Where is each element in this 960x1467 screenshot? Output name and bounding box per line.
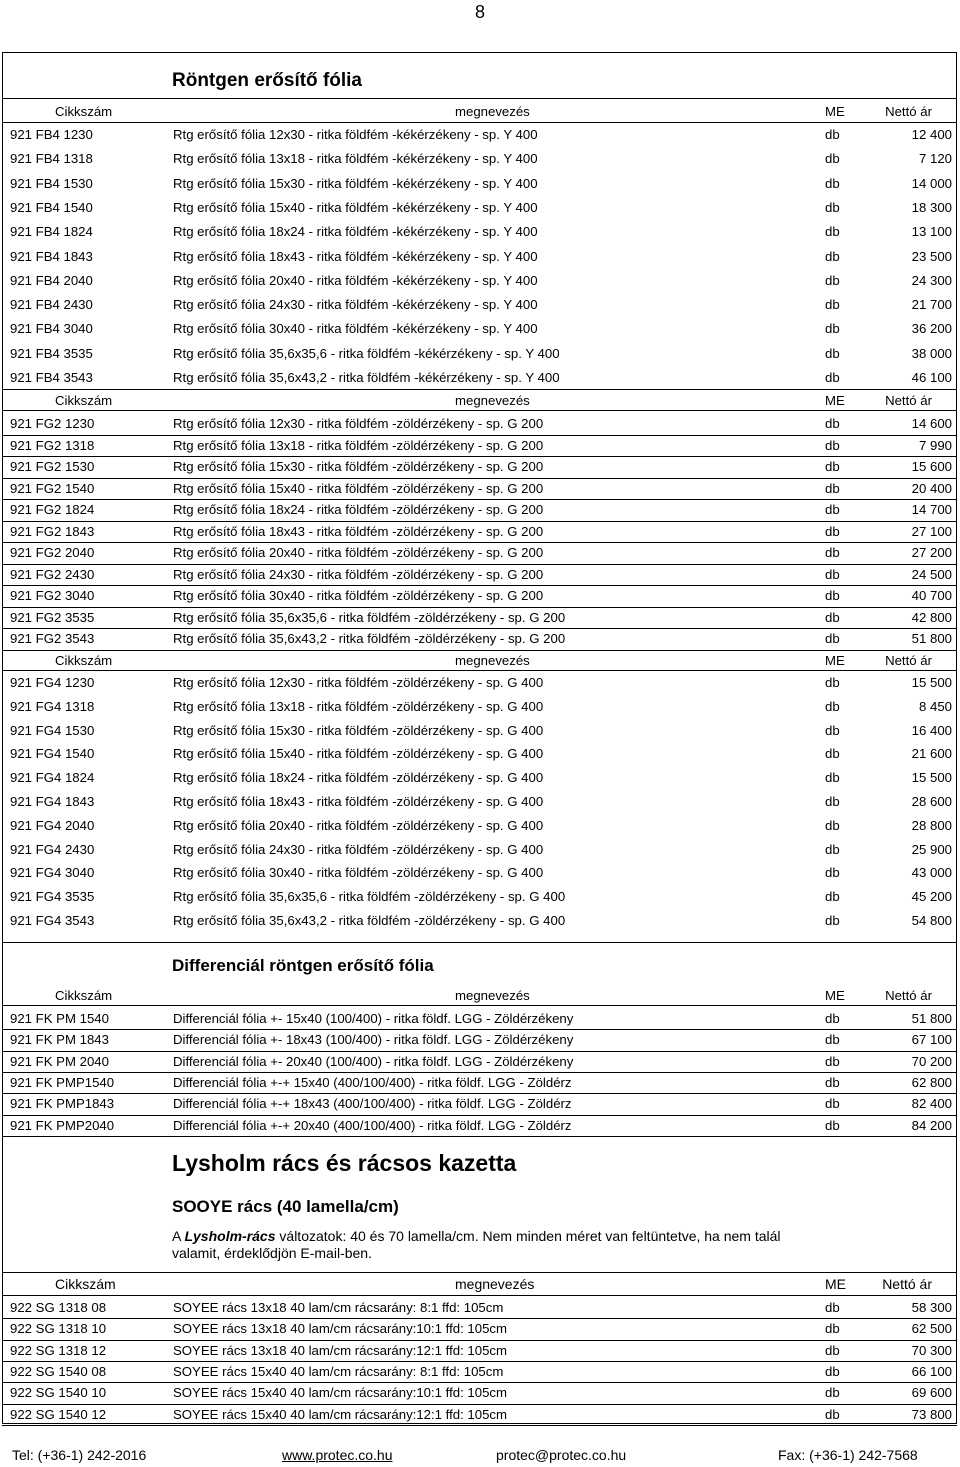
item-name: Rtg erősítő fólia 24x30 - ritka földfém -zöldérzékeny - sp. G 200	[173, 566, 544, 582]
item-price: 27 100	[911, 523, 952, 539]
item-code: 921 FG2 1843	[10, 523, 95, 539]
item-price: 62 800	[911, 1074, 952, 1090]
item-price: 38 000	[911, 345, 952, 361]
item-name: Differenciál fólia +- 15x40 (100/400) - ritka földf. LGG - Zöldérzékeny	[173, 1011, 574, 1026]
item-name: Rtg erősítő fólia 35,6x43,2 - ritka földfém -zöldérzékeny - sp. G 400	[173, 913, 566, 928]
item-unit: db	[825, 523, 840, 539]
item-name: SOYEE rács 13x18 40 lam/cm rácsarány:12:1 ffd: 105cm	[173, 1342, 507, 1358]
item-price: 24 500	[911, 566, 952, 582]
item-name: Rtg erősítő fólia 18x24 - ritka földfém -zöldérzékeny - sp. G 200	[173, 502, 544, 517]
item-price: 21 700	[911, 297, 952, 313]
item-unit: db	[825, 609, 840, 625]
section-title: Lysholm rács és rácsos kazetta	[172, 1150, 517, 1176]
item-unit: db	[825, 1011, 840, 1026]
item-price: 66 100	[911, 1363, 952, 1379]
item-price: 28 800	[911, 817, 952, 833]
subsection-title: SOOYE rács (40 lamella/cm)	[172, 1197, 399, 1216]
item-name: Rtg erősítő fólia 12x30 - ritka földfém -zöldérzékeny - sp. G 400	[173, 675, 544, 690]
item-price: 14 600	[911, 416, 952, 431]
item-price: 43 000	[911, 865, 952, 881]
item-price: 42 800	[911, 609, 952, 625]
item-code: 921 FB4 3040	[10, 321, 93, 337]
item-code: 921 FB4 2430	[10, 297, 93, 313]
item-name: Differenciál fólia +-+ 18x43 (400/100/400) - ritka földf. LGG - Zöldérz	[173, 1096, 572, 1112]
row-rule	[2, 1029, 957, 1030]
row-rule	[2, 1361, 957, 1362]
item-name: Rtg erősítő fólia 35,6x35,6 - ritka földfém -kékérzékeny - sp. Y 400	[173, 345, 560, 361]
row-rule	[2, 650, 957, 651]
item-name: Rtg erősítő fólia 18x43 - ritka földfém -kékérzékeny - sp. Y 400	[173, 248, 538, 264]
item-code: 922 SG 1540 10	[10, 1385, 107, 1401]
item-code: 921 FG2 1824	[10, 502, 95, 517]
item-code: 921 FK PMP2040	[10, 1117, 115, 1133]
item-name: Rtg erősítő fólia 35,6x35,6 - ritka földfém -zöldérzékeny - sp. G 200	[173, 609, 566, 625]
item-code: 921 FK PMP1843	[10, 1096, 115, 1112]
row-rule	[2, 456, 957, 457]
item-price: 45 200	[911, 889, 952, 905]
item-price: 36 200	[911, 321, 952, 337]
header-code: Cikkszám	[55, 653, 113, 668]
item-unit: db	[825, 566, 840, 582]
item-code: 921 FK PM 1540	[10, 1011, 109, 1026]
item-name: Differenciál fólia +- 18x43 (100/400) - ritka földf. LGG - Zöldérzékeny	[173, 1032, 574, 1048]
item-unit: db	[825, 1321, 840, 1337]
item-name: Rtg erősítő fólia 30x40 - ritka földfém -zöldérzékeny - sp. G 200	[173, 588, 544, 603]
footer-fax: Fax: (+36-1) 242-7568	[778, 1447, 918, 1463]
item-code: 921 FK PM 1843	[10, 1032, 109, 1048]
header-unit: ME	[825, 653, 845, 668]
item-price: 8 450	[918, 698, 952, 714]
item-code: 922 SG 1318 12	[10, 1342, 107, 1358]
item-unit: db	[825, 1385, 840, 1401]
item-unit: db	[825, 297, 840, 313]
header-name: megnevezés	[455, 653, 530, 668]
item-name: Differenciál fólia +-+ 20x40 (400/100/400) - ritka földf. LGG - Zöldérz	[173, 1117, 572, 1133]
item-code: 921 FB4 1824	[10, 224, 93, 240]
item-price: 18 300	[911, 199, 952, 215]
item-price: 27 200	[911, 545, 952, 560]
item-code: 921 FG4 1318	[10, 698, 95, 714]
item-code: 921 FG4 3543	[10, 913, 95, 928]
item-price: 16 400	[911, 722, 952, 738]
item-code: 921 FG2 1530	[10, 459, 95, 474]
item-code: 921 FG4 1824	[10, 770, 95, 786]
item-price: 13 100	[911, 224, 952, 240]
item-code: 921 FG2 1540	[10, 480, 95, 496]
item-price: 51 800	[911, 1011, 952, 1026]
item-unit: db	[825, 272, 840, 288]
item-name: Rtg erősítő fólia 18x24 - ritka földfém -kékérzékeny - sp. Y 400	[173, 224, 538, 240]
item-price: 21 600	[911, 746, 952, 762]
item-unit: db	[825, 1342, 840, 1358]
header-name: megnevezés	[455, 1276, 535, 1292]
item-name: Rtg erősítő fólia 20x40 - ritka földfém -zöldérzékeny - sp. G 200	[173, 545, 544, 560]
item-price: 62 500	[911, 1321, 952, 1337]
row-rule	[2, 542, 957, 543]
frame-top-rule	[2, 52, 957, 53]
item-unit: db	[825, 1117, 840, 1133]
row-rule	[2, 564, 957, 565]
item-code: 921 FK PM 2040	[10, 1053, 109, 1069]
header-name: megnevezés	[455, 393, 530, 408]
item-name: Rtg erősítő fólia 24x30 - ritka földfém -kékérzékeny - sp. Y 400	[173, 297, 538, 313]
item-price: 40 700	[911, 588, 952, 603]
section-title: Differenciál röntgen erősítő fólia	[172, 956, 434, 975]
item-name: Rtg erősítő fólia 13x18 - ritka földfém -zöldérzékeny - sp. G 200	[173, 437, 544, 453]
header-code: Cikkszám	[55, 988, 113, 1003]
item-unit: db	[825, 817, 840, 833]
item-price: 15 500	[911, 770, 952, 786]
item-code: 921 FB4 1230	[10, 127, 93, 142]
item-price: 82 400	[911, 1096, 952, 1112]
header-price: Nettó ár	[885, 104, 932, 119]
row-rule	[2, 1136, 957, 1137]
note-note-em: Lysholm-rács	[184, 1228, 276, 1244]
item-unit: db	[825, 889, 840, 905]
item-unit: db	[825, 1406, 840, 1422]
header-price: Nettó ár	[882, 1276, 932, 1292]
item-code: 921 FG4 2430	[10, 841, 95, 857]
item-name: Rtg erősítő fólia 12x30 - ritka földfém -kékérzékeny - sp. Y 400	[173, 127, 538, 142]
item-price: 73 800	[911, 1406, 952, 1422]
item-price: 25 900	[911, 841, 952, 857]
rule-line	[2, 98, 957, 99]
item-unit: db	[825, 770, 840, 786]
header-code: Cikkszám	[55, 1276, 116, 1292]
row-rule	[2, 478, 957, 479]
item-price: 28 600	[911, 794, 952, 809]
item-price: 69 600	[911, 1385, 952, 1401]
item-price: 51 800	[911, 631, 952, 646]
item-code: 921 FG4 1230	[10, 675, 95, 690]
item-unit: db	[825, 416, 840, 431]
header-price: Nettó ár	[885, 988, 932, 1003]
item-unit: db	[825, 370, 840, 385]
header-name: megnevezés	[455, 988, 530, 1003]
item-unit: db	[825, 502, 840, 517]
item-code: 921 FB4 1318	[10, 151, 93, 167]
rule-line	[2, 1005, 957, 1006]
item-name: Rtg erősítő fólia 15x30 - ritka földfém -zöldérzékeny - sp. G 400	[173, 722, 544, 738]
item-name: SOYEE rács 13x18 40 lam/cm rácsarány:10:1 ffd: 105cm	[173, 1321, 507, 1337]
item-price: 20 400	[911, 480, 952, 496]
item-name: Rtg erősítő fólia 35,6x43,2 - ritka földfém -zöldérzékeny - sp. G 200	[173, 631, 566, 646]
item-price: 15 600	[911, 459, 952, 474]
item-code: 921 FB4 1843	[10, 248, 93, 264]
item-unit: db	[825, 1096, 840, 1112]
row-rule	[2, 1340, 957, 1341]
item-code: 921 FB4 1540	[10, 199, 93, 215]
item-name: Rtg erősítő fólia 15x40 - ritka földfém -zöldérzékeny - sp. G 400	[173, 746, 544, 762]
item-code: 921 FG4 3040	[10, 865, 95, 881]
rule-line	[2, 410, 957, 411]
item-name: Differenciál fólia +-+ 15x40 (400/100/400) - ritka földf. LGG - Zöldérz	[173, 1074, 572, 1090]
item-name: Rtg erősítő fólia 13x18 - ritka földfém -kékérzékeny - sp. Y 400	[173, 151, 538, 167]
item-name: Rtg erősítő fólia 15x40 - ritka földfém -zöldérzékeny - sp. G 200	[173, 480, 544, 496]
rule-line	[2, 122, 957, 123]
item-unit: db	[825, 248, 840, 264]
section-title: Röntgen erősítő fólia	[172, 70, 362, 91]
item-name: Rtg erősítő fólia 15x30 - ritka földfém -kékérzékeny - sp. Y 400	[173, 175, 538, 191]
item-name: Rtg erősítő fólia 30x40 - ritka földfém -zöldérzékeny - sp. G 400	[173, 865, 544, 881]
header-unit: ME	[825, 104, 845, 119]
item-code: 921 FG2 3543	[10, 631, 95, 646]
item-price: 54 800	[911, 913, 952, 928]
rule-line	[2, 389, 957, 390]
item-price: 15 500	[911, 675, 952, 690]
row-rule	[2, 1404, 957, 1405]
item-unit: db	[825, 459, 840, 474]
item-price: 7 990	[918, 437, 952, 453]
item-unit: db	[825, 1363, 840, 1379]
rule-line	[2, 1272, 957, 1273]
row-rule	[2, 1072, 957, 1073]
item-unit: db	[825, 175, 840, 191]
page-number: 8	[474, 2, 485, 22]
item-code: 921 FB4 3535	[10, 345, 93, 361]
item-code: 921 FB4 2040	[10, 272, 93, 288]
item-price: 67 100	[911, 1032, 952, 1048]
item-unit: db	[825, 675, 840, 690]
item-unit: db	[825, 746, 840, 762]
item-name: Rtg erősítő fólia 15x30 - ritka földfém -zöldérzékeny - sp. G 200	[173, 459, 544, 474]
item-name: Rtg erősítő fólia 30x40 - ritka földfém -kékérzékeny - sp. Y 400	[173, 321, 538, 337]
item-name: Differenciál fólia +- 20x40 (100/400) - ritka földf. LGG - Zöldérzékeny	[173, 1053, 574, 1069]
item-price: 14 000	[911, 175, 952, 191]
row-rule	[2, 1115, 957, 1116]
header-unit: ME	[825, 393, 845, 408]
item-code: 921 FG4 1843	[10, 794, 95, 809]
info-note	[172, 1228, 812, 1262]
footer-email[interactable]: protec@protec.co.hu	[496, 1447, 627, 1463]
item-unit: db	[825, 224, 840, 240]
header-code: Cikkszám	[55, 393, 113, 408]
item-name: Rtg erősítő fólia 15x40 - ritka földfém -kékérzékeny - sp. Y 400	[173, 199, 538, 215]
item-code: 921 FG4 1530	[10, 722, 95, 738]
row-rule	[2, 1425, 957, 1426]
header-name: megnevezés	[455, 104, 530, 119]
item-code: 922 SG 1318 08	[10, 1300, 107, 1315]
footer-tel: Tel: (+36-1) 242-2016	[12, 1447, 147, 1463]
item-name: Rtg erősítő fólia 35,6x43,2 - ritka földfém -kékérzékeny - sp. Y 400	[173, 370, 560, 385]
item-unit: db	[825, 321, 840, 337]
item-unit: db	[825, 722, 840, 738]
item-unit: db	[825, 698, 840, 714]
row-rule	[2, 1093, 957, 1094]
item-name: Rtg erősítő fólia 18x24 - ritka földfém -zöldérzékeny - sp. G 400	[173, 770, 544, 786]
header-unit: ME	[825, 988, 845, 1003]
item-code: 921 FG4 1540	[10, 746, 95, 762]
rule-line	[2, 670, 957, 671]
item-code: 921 FG2 1230	[10, 416, 95, 431]
item-price: 24 300	[911, 272, 952, 288]
item-unit: db	[825, 865, 840, 881]
item-code: 922 SG 1318 10	[10, 1321, 107, 1337]
item-code: 921 FG2 3535	[10, 609, 95, 625]
item-code: 921 FG2 2430	[10, 566, 95, 582]
item-price: 23 500	[911, 248, 952, 264]
header-price: Nettó ár	[885, 653, 932, 668]
item-name: Rtg erősítő fólia 12x30 - ritka földfém -zöldérzékeny - sp. G 200	[173, 416, 544, 431]
item-code: 921 FG2 1318	[10, 437, 95, 453]
item-price: 58 300	[911, 1300, 952, 1315]
item-code: 921 FK PMP1540	[10, 1074, 115, 1090]
item-unit: db	[825, 151, 840, 167]
item-unit: db	[825, 480, 840, 496]
item-unit: db	[825, 545, 840, 560]
row-rule	[2, 499, 957, 500]
item-code: 922 SG 1540 08	[10, 1363, 107, 1379]
item-name: Rtg erősítő fólia 18x43 - ritka földfém -zöldérzékeny - sp. G 400	[173, 794, 544, 809]
item-code: 922 SG 1540 12	[10, 1406, 107, 1422]
row-rule	[2, 1318, 957, 1319]
row-rule	[2, 521, 957, 522]
item-price: 84 200	[911, 1117, 952, 1133]
item-name: Rtg erősítő fólia 20x40 - ritka földfém -kékérzékeny - sp. Y 400	[173, 272, 538, 288]
footer-web-link[interactable]: www.protec.co.hu	[282, 1447, 393, 1463]
item-name: SOYEE rács 15x40 40 lam/cm rácsarány:12:1 ffd: 105cm	[173, 1406, 507, 1422]
item-unit: db	[825, 1032, 840, 1048]
item-code: 921 FG4 3535	[10, 889, 95, 905]
item-code: 921 FG4 2040	[10, 817, 95, 833]
header-price: Nettó ár	[885, 393, 932, 408]
item-name: Rtg erősítő fólia 24x30 - ritka földfém -zöldérzékeny - sp. G 400	[173, 841, 544, 857]
item-unit: db	[825, 913, 840, 928]
note-note-b: változatok: 40 és 70 lamella/cm. Nem minden méret van feltüntetve, ha nem talál valamit, érdeklődjön E-mail-ben.	[172, 1228, 781, 1261]
item-name: Rtg erősítő fólia 35,6x35,6 - ritka földfém -zöldérzékeny - sp. G 400	[173, 889, 566, 905]
item-unit: db	[825, 841, 840, 857]
item-price: 7 120	[918, 151, 952, 167]
item-name: SOYEE rács 15x40 40 lam/cm rácsarány: 8:1 ffd: 105cm	[173, 1363, 504, 1379]
item-unit: db	[825, 437, 840, 453]
item-unit: db	[825, 588, 840, 603]
header-code: Cikkszám	[55, 104, 113, 119]
item-price: 46 100	[911, 370, 952, 385]
rule-line	[2, 1295, 957, 1296]
row-rule	[2, 607, 957, 608]
item-code: 921 FG2 2040	[10, 545, 95, 560]
item-unit: db	[825, 794, 840, 809]
item-name: SOYEE rács 13x18 40 lam/cm rácsarány: 8:1 ffd: 105cm	[173, 1300, 504, 1315]
item-code: 921 FG2 3040	[10, 588, 95, 603]
item-code: 921 FB4 3543	[10, 370, 93, 385]
item-name: SOYEE rács 15x40 40 lam/cm rácsarány:10:1 ffd: 105cm	[173, 1385, 507, 1401]
item-unit: db	[825, 1300, 840, 1315]
item-name: Rtg erősítő fólia 20x40 - ritka földfém -zöldérzékeny - sp. G 400	[173, 817, 544, 833]
item-price: 70 200	[911, 1053, 952, 1069]
item-unit: db	[825, 199, 840, 215]
item-unit: db	[825, 127, 840, 142]
row-rule	[2, 628, 957, 629]
note-note-a: A	[172, 1228, 185, 1244]
header-unit: ME	[825, 1276, 846, 1292]
item-code: 921 FB4 1530	[10, 175, 93, 191]
item-unit: db	[825, 1074, 840, 1090]
item-unit: db	[825, 631, 840, 646]
item-unit: db	[825, 345, 840, 361]
item-name: Rtg erősítő fólia 18x43 - ritka földfém -zöldérzékeny - sp. G 200	[173, 523, 544, 539]
row-rule	[2, 1051, 957, 1052]
row-rule	[2, 1382, 957, 1383]
rule-line	[2, 942, 957, 943]
item-unit: db	[825, 1053, 840, 1069]
row-rule	[2, 435, 957, 436]
item-price: 12 400	[911, 127, 952, 142]
item-price: 70 300	[911, 1342, 952, 1358]
row-rule	[2, 585, 957, 586]
item-price: 14 700	[911, 502, 952, 517]
item-name: Rtg erősítő fólia 13x18 - ritka földfém -zöldérzékeny - sp. G 400	[173, 698, 544, 714]
